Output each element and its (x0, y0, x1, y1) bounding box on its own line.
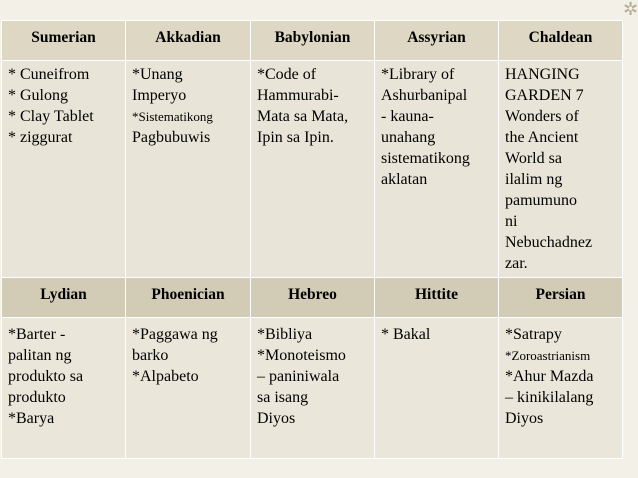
cell-line: *Ahur Mazda (505, 368, 594, 385)
header-chaldean: Chaldean (499, 21, 623, 61)
cell-line: GARDEN 7 (505, 87, 584, 104)
cell-line: palitan ng (8, 347, 72, 364)
cell-line: barko (132, 347, 169, 364)
cell-hittite (375, 318, 499, 459)
cell-line: Wonders of (505, 108, 579, 125)
header-hittite: Hittite (375, 278, 499, 318)
cell-line: *Sistematikong (132, 109, 213, 124)
header-hebreo: Hebreo (251, 278, 375, 318)
cell-line: Diyos (257, 410, 296, 427)
table-header-row-1 (2, 21, 623, 61)
header-assyrian: Assyrian (375, 21, 499, 61)
cell-line: *Bibliya (257, 326, 313, 343)
cell-line: – kinikilalang (505, 389, 594, 406)
cell-line: World sa (505, 150, 562, 167)
cell-line: * ziggurat (8, 129, 73, 146)
cell-line: ni (505, 213, 518, 230)
cell-line: *Library of (381, 66, 455, 83)
cell-line: aklatan (381, 171, 428, 188)
header-phoenician: Phoenician (126, 278, 251, 318)
header-persian: Persian (499, 278, 623, 318)
cell-line: *Unang (132, 66, 183, 83)
cell-line: * Bakal (381, 326, 431, 343)
cell-line: produkto sa (8, 368, 84, 385)
cell-line: HANGING (505, 66, 580, 83)
cell-line: * Cuneifrom (8, 66, 90, 83)
cell-line: * Gulong (8, 87, 68, 104)
cell-line: zar. (505, 255, 528, 272)
cell-line: unahang (381, 129, 436, 146)
cell-line: sa isang (257, 389, 309, 406)
cell-line: * Clay Tablet (8, 108, 94, 125)
cell-line: pamumuno (505, 192, 577, 209)
table-header-row-2 (2, 278, 623, 318)
cell-line: Diyos (505, 410, 544, 427)
header-akkadian: Akkadian (126, 21, 251, 61)
cell-line: *Barter - (8, 326, 66, 343)
cell-line: Ipin sa Ipin. (257, 129, 334, 146)
cell-line: Nebuchadnez (505, 234, 593, 251)
cell-persian (499, 318, 623, 459)
cell-line: Pagbubuwis (132, 129, 211, 146)
cell-line: ilalim ng (505, 171, 563, 188)
header-babylonian: Babylonian (251, 21, 375, 61)
cell-assyrian (375, 61, 499, 278)
cell-line: sistematikong (381, 150, 470, 167)
cell-sumerian (2, 61, 126, 278)
cell-lydian (2, 318, 126, 459)
cell-line: *Alpabeto (132, 368, 199, 385)
cell-line: *Code of (257, 66, 317, 83)
cell-line: - kauna- (381, 108, 434, 125)
cell-line: *Satrapy (505, 326, 562, 343)
cell-line: *Paggawa ng (132, 326, 218, 343)
header-lydian: Lydian (2, 278, 126, 318)
cell-line: the Ancient (505, 129, 579, 146)
cell-line: Mata sa Mata, (257, 108, 349, 125)
cell-line: Hammurabi- (257, 87, 339, 104)
cell-chaldean (499, 61, 623, 278)
decorative-star-icon: ✲ (623, 0, 638, 19)
cell-line: *Barya (8, 410, 55, 427)
header-sumerian: Sumerian (2, 21, 126, 61)
civilizations-table (1, 20, 623, 459)
table-row-2 (2, 318, 623, 459)
cell-line: Ashurbanipal (381, 87, 468, 104)
cell-line: – paniniwala (257, 368, 340, 385)
cell-hebreo (251, 318, 375, 459)
table-row-1 (2, 61, 623, 278)
cell-phoenician (126, 318, 251, 459)
cell-line: Imperyo (132, 87, 187, 104)
cell-babylonian (251, 61, 375, 278)
cell-line: *Monoteismo (257, 347, 346, 364)
cell-line: *Zoroastrianism (505, 348, 591, 363)
cell-akkadian (126, 61, 251, 278)
cell-line: produkto (8, 389, 66, 406)
